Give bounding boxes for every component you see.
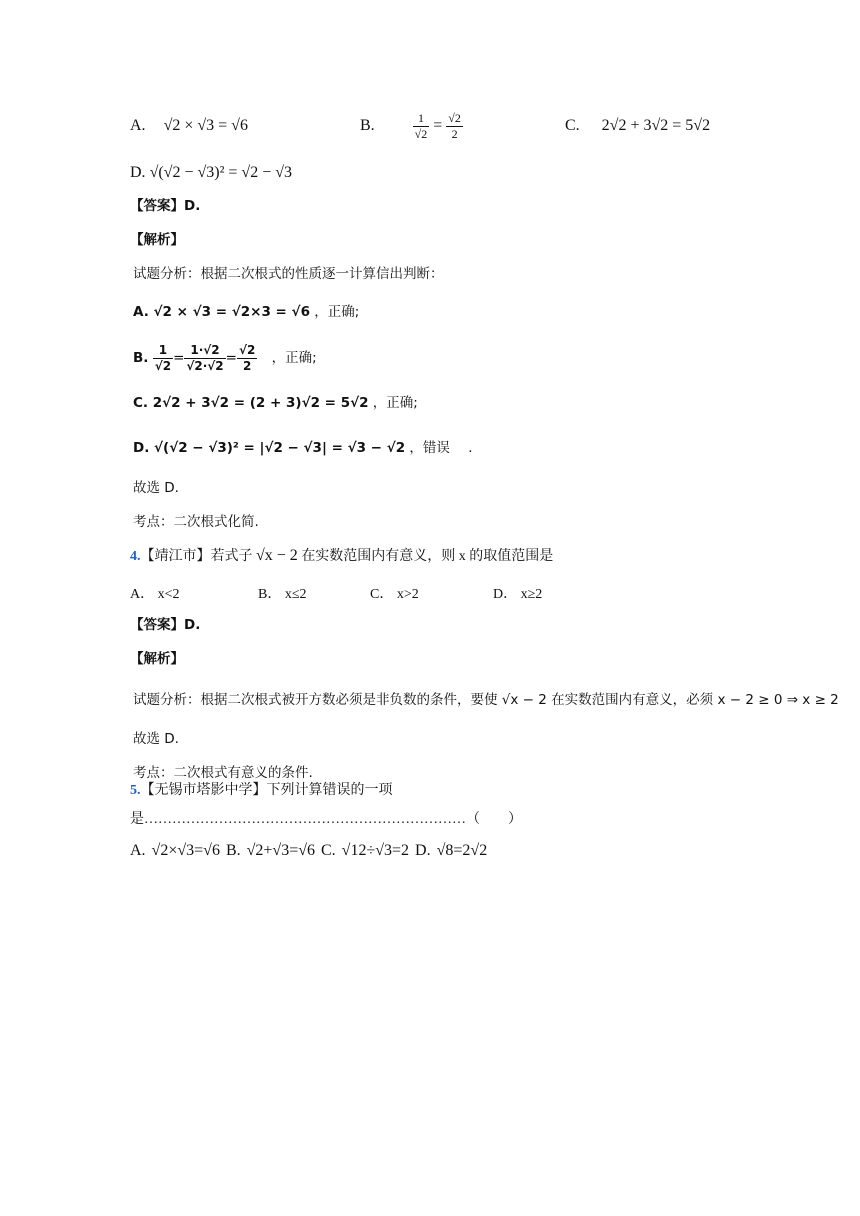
q3-option-d — [130, 163, 292, 183]
q3-option-a — [130, 116, 248, 136]
question-text: 下列计算错误的一项 — [266, 783, 393, 798]
option-b: B． x≤2 — [258, 587, 307, 602]
q3-analysis-c — [133, 393, 418, 413]
verdict: ，正确; — [314, 304, 360, 320]
question-text: 若式子 — [210, 549, 253, 564]
question-number: 5. — [130, 783, 141, 798]
fraction: $\frac{1}{√2}$ — [414, 110, 428, 141]
option-c: C． x>2 — [370, 587, 419, 602]
math-expression: C. 2√2 + 3√2 = (2 + 3)√2 = 5√2 — [133, 395, 369, 411]
math-expression: √x − 2 — [256, 547, 298, 564]
q3-analysis-b: B. $\frac{1}{√2}$ = $\frac{1\cdot√2}{√2\cdot√2}$ = $\frac{√2}{2}$ ，正确; — [133, 342, 317, 373]
q4-stem — [130, 546, 553, 567]
q4-analysis-heading: 【解析】 — [130, 651, 184, 667]
verdict: ，错误 — [409, 440, 450, 456]
option-a: A． x<2 — [130, 587, 180, 602]
q5-stem — [130, 781, 393, 801]
option-expression: √(√2 − √3)² = √2 − √3 — [149, 164, 292, 181]
option-expression: √2 × √3 = √6 — [163, 117, 248, 134]
q3-analysis-heading: 【解析】 — [130, 232, 184, 248]
q4-answer: 【答案】D. — [130, 617, 201, 633]
verdict: ，正确; — [271, 350, 317, 366]
q3-analysis-d — [133, 438, 473, 458]
q3-choose: 故选 D. — [133, 480, 179, 496]
q5-options: A. √2×√3=√6 B. √2+√3=√6 C. √12÷√3=2 D. √8=2√2 — [130, 842, 488, 859]
math-expression: A. √2 × √3 = √2×3 = √6 — [133, 304, 310, 320]
q3-answer: 【答案】D. — [130, 198, 201, 214]
fraction: $\frac{1}{√2}$ — [154, 342, 172, 373]
q5-stem-line2: 是……………………………………………………………（ ） — [130, 812, 522, 827]
question-text: 在实数范围内有意义，则 x 的取值范围是 — [301, 549, 554, 564]
q4-choose: 故选 D. — [133, 731, 179, 747]
q3-analysis-a — [133, 302, 359, 322]
equals-sign: = — [433, 117, 443, 134]
q4-analysis: 试题分析：根据二次根式被开方数必须是非负数的条件，要使 √x − 2 在实数范围内有意义，必须 x − 2 ≥ 0 ⇒ x ≥ 2 — [133, 692, 839, 708]
option-label: D. — [130, 164, 146, 181]
verdict: ，正确; — [372, 395, 418, 411]
option-label: A. — [130, 117, 146, 134]
math-expression: D. √(√2 − √3)² = |√2 − √3| = √3 − √2 — [133, 440, 406, 456]
q3-option-c — [565, 116, 710, 136]
question-source: 【无锡市塔影中学】 — [140, 783, 267, 798]
q3-analysis-intro: 试题分析：根据二次根式的性质逐一计算信出判断： — [133, 266, 444, 282]
option-expression: 2√2 + 3√2 = 5√2 — [601, 117, 711, 134]
option-label: B. — [133, 350, 149, 366]
fraction: $\frac{√2}{2}$ — [238, 342, 256, 373]
fraction: $\frac{√2}{2}$ — [448, 110, 461, 141]
q4-options — [130, 585, 542, 605]
option-d: D． x≥2 — [493, 587, 543, 602]
question-source: 【靖江市】 — [140, 549, 211, 564]
question-number: 4. — [130, 549, 141, 564]
q3-kaodian: 考点：二次根式化简. — [133, 514, 259, 530]
fraction: $\frac{1\cdot√2}{√2\cdot√2}$ — [186, 342, 224, 373]
q3-option-b — [360, 106, 463, 146]
option-label: C. — [565, 117, 580, 134]
q4-kaodian: 考点：二次根式有意义的条件. — [133, 765, 313, 781]
option-label: B. — [360, 117, 375, 134]
trailing-period: . — [468, 440, 473, 456]
